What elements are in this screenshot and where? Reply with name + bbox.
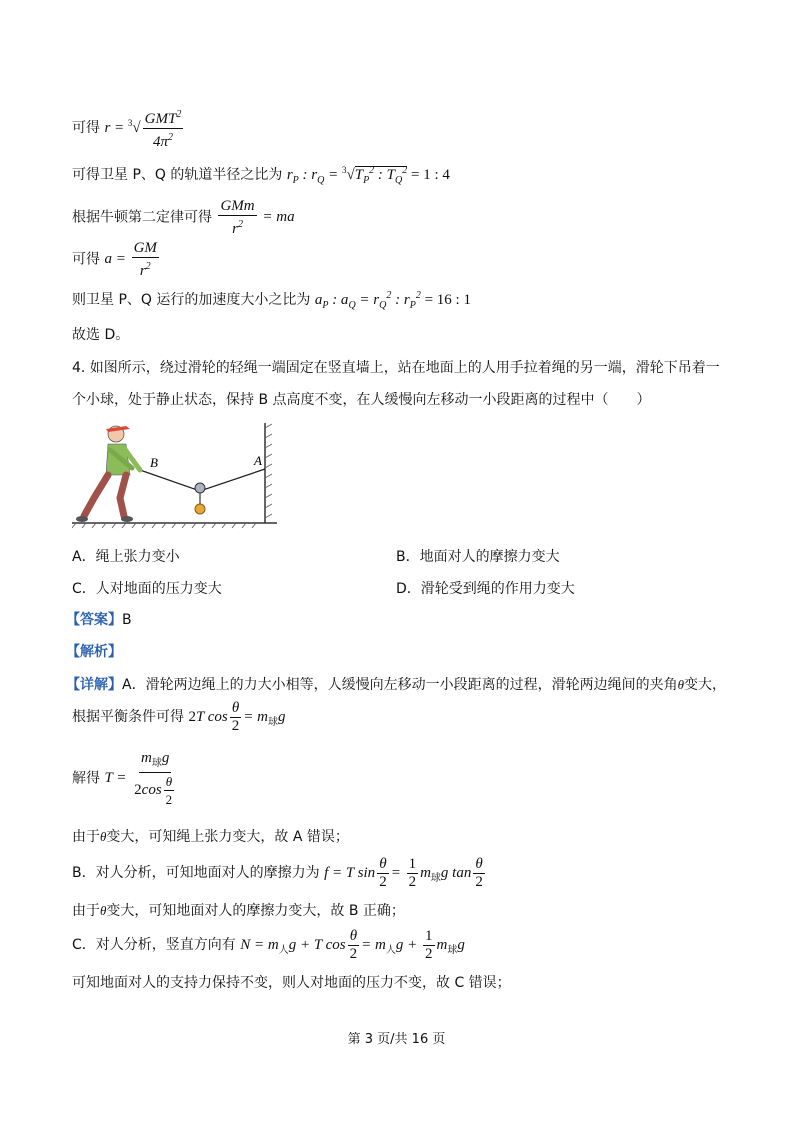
formula-r: r = $^3$√ $\frac{GMT^2}{4\pi^2}$ <box>104 120 185 136</box>
formula-line-accel-ratio: 则卫星 P、Q 运行的加速度大小之比为 $a_P$ : $a_Q = r_Q^2$ : $r_P^2 = 16$ : 1 <box>72 290 471 311</box>
analysis-tag: 【解析】 <box>66 644 122 660</box>
ball <box>195 504 205 514</box>
formula-a: a = $\frac{GM}{r^2}$ <box>104 240 157 279</box>
detail-line-2: 根据平衡条件可得 2T cos $\frac{\theta}{2}$ = $m_球g$ <box>72 700 286 734</box>
formula-line-r: 可得 r = $^3$√ $\frac{GMT^2}{4\pi^2}$ <box>72 106 185 151</box>
choice-statement: 故选 D。 <box>72 327 130 343</box>
label-b: B <box>150 455 158 470</box>
formula-accel-ratio: $a_P$ : $a_Q = r_Q^2$ : $r_P^2 = 16$ : 1 <box>314 290 471 311</box>
formula-tension: T = $m_球g$ 2cos $\frac{\theta}{2}$ <box>104 750 173 807</box>
detail-line-6: 由于θ变大，可知地面对人的摩擦力变大，故 B 正确； <box>72 903 405 919</box>
detail-line-1: 【详解】A．滑轮两边绳上的力大小相等，人缓慢向左移动一小段距离的过程，滑轮两边绳间的夹角θ变大， <box>66 677 726 693</box>
formula-line-a: 可得 a = $\frac{GM}{r^2}$ <box>72 240 161 280</box>
formula-equilibrium: 2T cos $\frac{\theta}{2}$ = $m_球g$ <box>188 700 286 734</box>
formula-friction: f = T sin $\frac{\theta}{2}$ = $\frac{1}{2}$ $m_球g$ tan $\frac{\theta}{2}$ <box>324 856 483 890</box>
question-line-1: 4. 如图所示，绕过滑轮的轻绳一端固定在竖直墙上，站在地面上的人用手拉着绳的另一端，滑轮下吊着一 <box>72 360 720 376</box>
pulley <box>195 483 205 493</box>
detail-line-3: 解得 T = $m_球g$ 2cos $\frac{\theta}{2}$ <box>72 750 180 808</box>
formula-radius-ratio: $r_P$ : $r_Q = ^3√T_P^2$ : $T_Q^2 = 1$ : 4 <box>286 165 450 186</box>
formula-line-ratio: 可得卫星 P、Q 的轨道半径之比为 $r_P$ : $r_Q = ^3√T_P^2$ : $T_Q^2 = 1$ : 4 <box>72 165 450 186</box>
formula-newton: $\frac{\text{GMm}}{r^2}$ = ma <box>220 198 295 237</box>
option-a[interactable]: A．绳上张力变小 <box>72 549 180 565</box>
option-c[interactable]: C．人对地面的压力变大 <box>72 581 222 597</box>
label-a: A <box>254 453 262 468</box>
person-figure <box>76 426 140 522</box>
question-line-2: 个小球，处于静止状态，保持 B 点高度不变，在人缓慢向左移动一小段距离的过程中（ ） <box>72 392 651 408</box>
option-d[interactable]: D．滑轮受到绳的作用力变大 <box>396 581 575 597</box>
detail-line-4: 由于θ变大，可知绳上张力变大，故 A 错误； <box>72 829 349 845</box>
answer-value: B <box>122 612 132 628</box>
detail-line-8: 可知地面对人的支持力保持不变，则人对地面的压力不变，故 C 错误； <box>72 975 511 991</box>
option-b[interactable]: B．地面对人的摩擦力变大 <box>396 549 560 565</box>
formula-normal: $N = m_人g + T$ cos $\frac{\theta}{2}$ = $m_人g$ + $\frac{1}{2}$ $m_球g$ <box>240 928 465 962</box>
detail-line-5: B．对人分析，可知地面对人的摩擦力为 f = T sin $\frac{\theta}{2}$ = $\frac{1}{2}$ $m_球g$ tan $\frac{\theta}{2}$ <box>72 856 487 891</box>
wall-hatch <box>265 424 272 518</box>
answer-tag: 【答案】 <box>66 612 122 628</box>
detail-line-7: C．对人分析，竖直方向有 $N = m_人g + T$ cos $\frac{\theta}{2}$ = $m_人g$ + $\frac{1}{2}$ $m_球g$ <box>72 928 465 962</box>
page-footer: 第 3 页/共 16 页 <box>347 1032 446 1047</box>
pulley-diagram <box>72 420 282 535</box>
formula-line-newton: 根据牛顿第二定律可得 $\frac{\text{GMm}}{r^2}$ = ma <box>72 198 295 237</box>
pulley-figure <box>72 420 282 535</box>
answer-line <box>66 609 132 629</box>
